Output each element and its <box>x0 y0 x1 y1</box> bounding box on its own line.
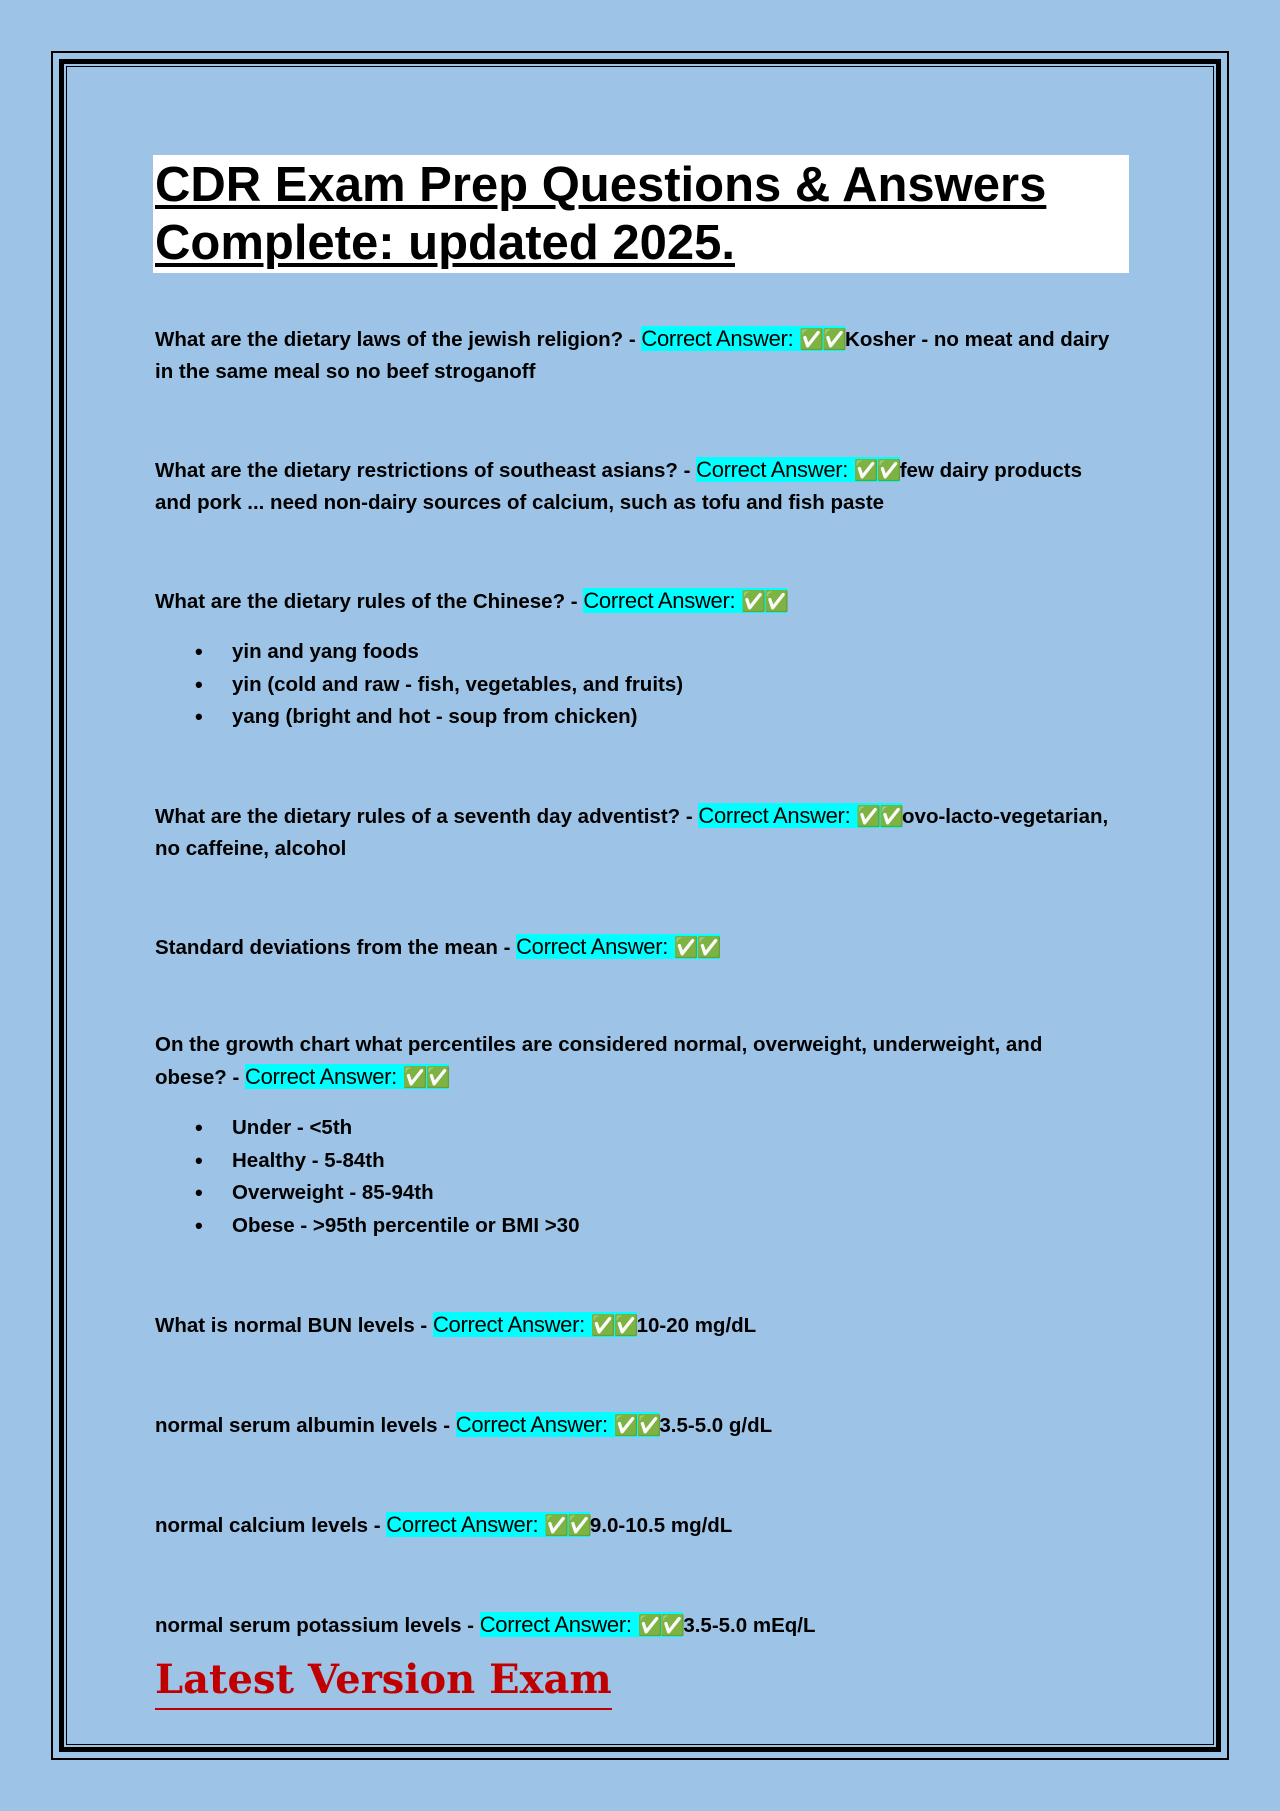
correct-answer-label: Correct Answer: <box>641 326 794 351</box>
qa-item-4 <box>155 800 1115 865</box>
question-text: Standard deviations from the mean - <box>155 936 517 959</box>
correct-answer-label: Correct Answer: <box>386 1512 539 1537</box>
answer-text: Kosher - no meat and dairy in the same meal so no beef stroganoff <box>155 328 1110 383</box>
question-text: What are the dietary restrictions of southeast asians? - <box>155 459 697 482</box>
double-check-icon: ✅✅ <box>402 1065 449 1089</box>
list-item: • yang (bright and hot - soup from chicken) <box>195 701 683 734</box>
correct-answer-highlight <box>696 457 900 482</box>
correct-answer-label: Correct Answer: <box>479 1612 632 1637</box>
question-text: normal calcium levels - <box>155 1514 387 1537</box>
qa-item-6 <box>155 1029 1115 1094</box>
double-check-icon: ✅✅ <box>799 327 846 351</box>
correct-answer-highlight <box>245 1064 449 1089</box>
correct-answer-label: Correct Answer: <box>583 588 736 613</box>
list-item: • yin (cold and raw - fish, vegetables, and fruits) <box>195 669 683 702</box>
double-check-icon: ✅✅ <box>590 1313 637 1337</box>
qa-item-1 <box>155 323 1115 388</box>
qa-item-8 <box>155 1409 1115 1442</box>
correct-answer-highlight <box>480 1612 684 1637</box>
correct-answer-label: Correct Answer: <box>696 457 849 482</box>
answer-text: few dairy products and pork ... need non-dairy sources of calcium, such as tofu and fish paste <box>155 459 1082 514</box>
answer-text: 3.5-5.0 g/dL <box>659 1414 773 1437</box>
list-item: • Under - <5th <box>195 1112 580 1145</box>
list-item: • Healthy - 5-84th <box>195 1145 580 1178</box>
correct-answer-highlight <box>516 934 720 959</box>
list-item: • Overweight - 85-94th <box>195 1177 580 1210</box>
list-item: • Obese - >95th percentile or BMI >30 <box>195 1210 580 1243</box>
answer-text: 3.5-5.0 mEq/L <box>683 1614 816 1637</box>
page-border-inner <box>66 66 1214 1745</box>
double-check-icon: ✅✅ <box>853 458 900 482</box>
double-check-icon: ✅✅ <box>637 1613 684 1637</box>
question-text: On the growth chart what percentiles are considered normal, overweight, underweight, and obese? - <box>155 1033 1043 1089</box>
correct-answer-label: Correct Answer: <box>432 1312 585 1337</box>
qa-item-10 <box>155 1609 1115 1642</box>
list-item: • yin and yang foods <box>195 636 683 669</box>
bullet-list-chinese <box>195 636 683 734</box>
question-text: What are the dietary laws of the jewish religion? - <box>155 328 642 351</box>
correct-answer-highlight <box>641 326 845 351</box>
qa-item-9 <box>155 1509 1115 1542</box>
question-text: normal serum potassium levels - <box>155 1614 480 1637</box>
correct-answer-highlight <box>698 803 902 828</box>
qa-item-3 <box>155 585 1115 618</box>
bullet-list-growth <box>195 1112 580 1242</box>
footer-watermark-link[interactable]: Latest Version Exam <box>155 1652 612 1710</box>
correct-answer-highlight <box>583 588 787 613</box>
correct-answer-highlight <box>456 1412 660 1437</box>
correct-answer-label: Correct Answer: <box>516 934 669 959</box>
title-line-1: CDR Exam Prep Questions & Answers <box>155 158 1047 212</box>
double-check-icon: ✅✅ <box>613 1413 660 1437</box>
question-text: What are the dietary rules of a seventh day adventist? - <box>155 805 699 828</box>
qa-item-5 <box>155 931 1115 964</box>
question-text: normal serum albumin levels - <box>155 1414 456 1437</box>
answer-text: 10-20 mg/dL <box>636 1314 757 1337</box>
correct-answer-label: Correct Answer: <box>698 803 851 828</box>
qa-item-2 <box>155 454 1115 519</box>
title-line-2: Complete: updated 2025. <box>155 216 735 270</box>
answer-text: ovo-lacto-vegetarian, no caffeine, alcohol <box>155 805 1109 860</box>
correct-answer-highlight <box>433 1312 637 1337</box>
double-check-icon: ✅✅ <box>673 935 720 959</box>
qa-item-7 <box>155 1309 1115 1342</box>
correct-answer-label: Correct Answer: <box>455 1412 608 1437</box>
double-check-icon: ✅✅ <box>856 804 903 828</box>
question-text: What are the dietary rules of the Chinese? - <box>155 590 584 613</box>
double-check-icon: ✅✅ <box>741 589 787 613</box>
double-check-icon: ✅✅ <box>544 1513 590 1537</box>
correct-answer-label: Correct Answer: <box>245 1064 397 1089</box>
answer-text: 9.0-10.5 mg/dL <box>589 1514 733 1537</box>
page-title <box>155 156 1135 272</box>
question-text: What is normal BUN levels - <box>155 1314 433 1337</box>
correct-answer-highlight <box>386 1512 590 1537</box>
